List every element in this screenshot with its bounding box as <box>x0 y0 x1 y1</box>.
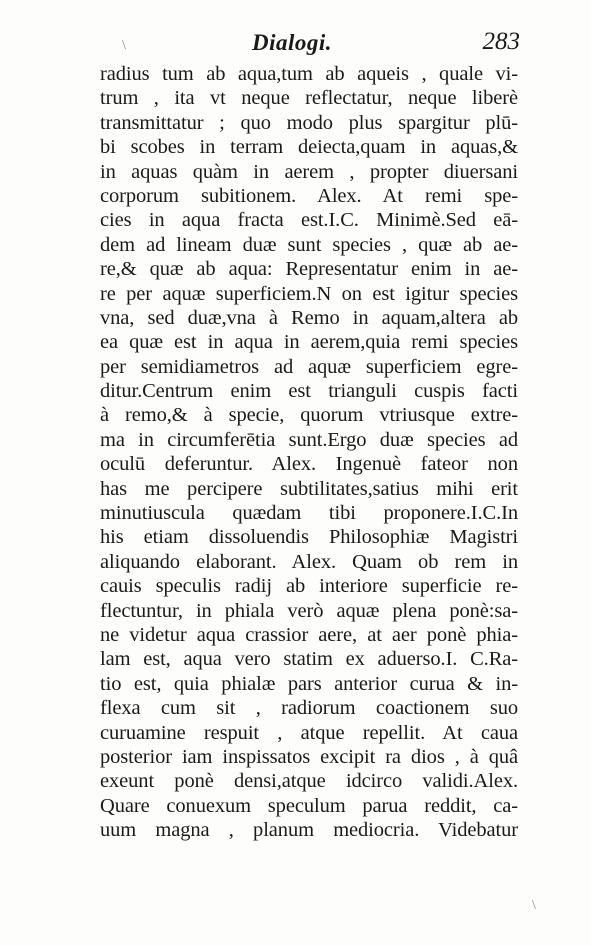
text-line: exeunt ponè densi,atque idcirco validi.Alex. <box>100 770 518 793</box>
text-line: bi scobes in terram deiecta,quam in aquas,& <box>100 136 518 159</box>
text-line: posterior iam inspissatos excipit ra dios , à quâ <box>100 745 518 768</box>
text-line: radius tum ab aqua,tum ab aqueis , quale vi- <box>100 63 518 85</box>
text-line: curuamine respuit , atque repellit. At caua <box>100 721 518 744</box>
text-line: has me percipere subtilitates,satius mihi erit <box>100 477 518 500</box>
text-line: per semidiametros ad aquæ superficiem egre- <box>100 355 518 378</box>
text-line: minutiuscula quædam tibi proponere.I.C.In <box>100 502 518 525</box>
text-line: re,& quæ ab aqua: Representatur enim in ae- <box>100 258 518 281</box>
text-line: ditur.Centrum enim est trianguli cuspis facti <box>100 380 518 403</box>
text-line: oculū deferuntur. Alex. Ingenuè fateor non <box>100 453 518 476</box>
text-line: à remo,& à specie, quorum vtriusque extre- <box>100 404 518 427</box>
body-text <box>100 62 518 843</box>
text-line: trum , ita vt neque reflectatur, neque liberè <box>100 87 518 110</box>
text-line: dem ad lineam duæ sunt species , quæ ab ae- <box>100 233 518 256</box>
running-title: Dialogi. <box>252 30 333 55</box>
page-number: 283 <box>482 28 520 55</box>
text-line: flectuntur, in phiala verò aquæ plena ponè:sa- <box>100 599 518 622</box>
text-line: ne videtur aqua crassior aere, at aer ponè phia- <box>100 623 518 646</box>
text-line: in aquas quàm in aerem , propter diuersani <box>100 160 518 183</box>
text-line: corporum subitionem. Alex. At remi spe- <box>100 184 518 207</box>
running-head <box>100 28 520 62</box>
text-line: lam est, aqua vero statim ex aduerso.I. C.Ra- <box>100 648 518 671</box>
text-line: his etiam dissoluendis Philosophiæ Magistri <box>100 526 518 549</box>
text-line: cies in aqua fracta est.I.C. Minimè.Sed eā- <box>100 209 518 232</box>
text-line: re per aquæ superficiem.N on est igitur species <box>100 282 518 305</box>
text-line: uum magna , planum mediocria. Videbatur <box>100 819 518 842</box>
printer-mark-bottom: \ <box>532 898 536 913</box>
text-line: Quare conuexum speculum parua reddit, ca- <box>100 794 518 817</box>
text-line: transmittatur ; quo modo plus spargitur plū- <box>100 111 518 134</box>
printer-mark-top: \ <box>122 38 126 53</box>
text-line: aliquando elaborant. Alex. Quam ob rem in <box>100 550 518 573</box>
text-line: flexa cum sit , radiorum coactionem suo <box>100 697 518 720</box>
text-line: vna, sed duæ,vna à Remo in aquam,altera ab <box>100 306 518 329</box>
text-line: ma in circumferētia sunt.Ergo duæ species ad <box>100 428 518 451</box>
text-line: cauis speculis radij ab interiore superficie re- <box>100 575 518 598</box>
text-line: tio est, quia phialæ pars anterior curua & in- <box>100 672 518 695</box>
text-line: ea quæ est in aqua in aerem,quia remi species <box>100 331 518 354</box>
